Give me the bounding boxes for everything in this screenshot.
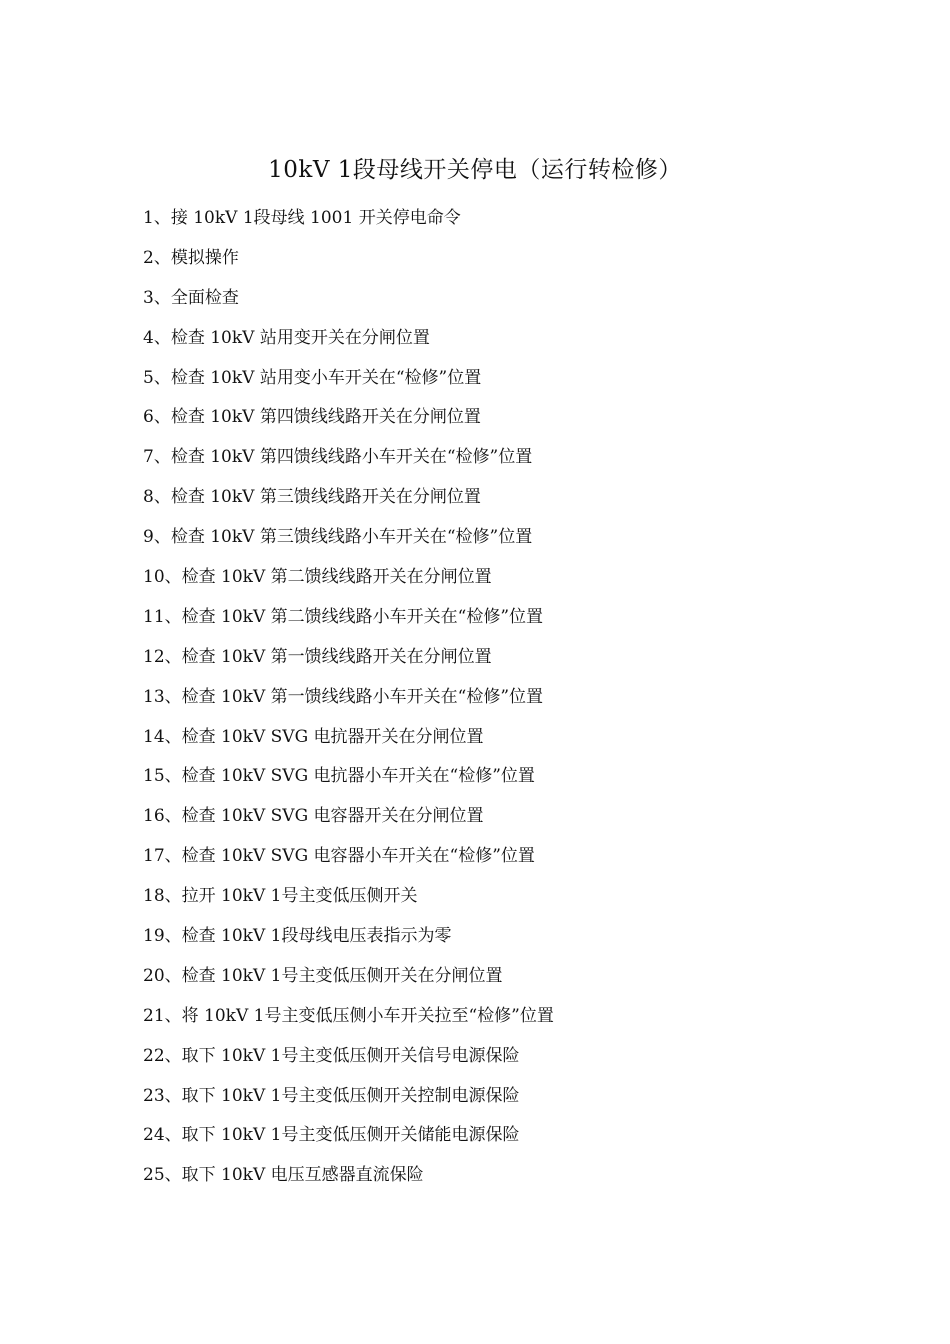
procedure-step: 24、取下 10kV 1号主变低压侧开关储能电源保险 (143, 1125, 520, 1146)
document-title: 10kV 1段母线开关停电（运行转检修） (268, 157, 682, 183)
procedure-step: 5、检查 10kV 站用变小车开关在“检修”位置 (143, 367, 482, 388)
procedure-step: 2、模拟操作 (143, 247, 239, 268)
procedure-step: 15、检查 10kV SVG 电抗器小车开关在“检修”位置 (143, 766, 535, 787)
procedure-step: 6、检查 10kV 第四馈线线路开关在分闸位置 (143, 407, 481, 428)
procedure-step: 21、将 10kV 1号主变低压侧小车开关拉至“检修”位置 (143, 1005, 554, 1026)
procedure-step: 17、检查 10kV SVG 电容器小车开关在“检修”位置 (143, 846, 535, 867)
procedure-step: 22、取下 10kV 1号主变低压侧开关信号电源保险 (143, 1045, 520, 1066)
procedure-step: 10、检查 10kV 第二馈线线路开关在分闸位置 (143, 567, 492, 588)
procedure-step: 1、接 10kV 1段母线 1001 开关停电命令 (143, 208, 461, 228)
procedure-step: 13、检查 10kV 第一馈线线路小车开关在“检修”位置 (143, 686, 544, 707)
procedure-step: 4、检查 10kV 站用变开关在分闸位置 (143, 327, 430, 348)
procedure-step: 18、拉开 10kV 1号主变低压侧开关 (143, 886, 418, 907)
procedure-step: 25、取下 10kV 电压互感器直流保险 (143, 1165, 424, 1186)
procedure-step: 19、检查 10kV 1段母线电压表指示为零 (143, 926, 452, 947)
procedure-step-list (143, 203, 554, 1200)
procedure-step: 14、检查 10kV SVG 电抗器开关在分闸位置 (143, 726, 484, 747)
procedure-step: 11、检查 10kV 第二馈线线路小车开关在“检修”位置 (143, 606, 544, 627)
procedure-step: 16、检查 10kV SVG 电容器开关在分闸位置 (143, 806, 484, 827)
procedure-step: 20、检查 10kV 1号主变低压侧开关在分闸位置 (143, 965, 503, 986)
procedure-step: 9、检查 10kV 第三馈线线路小车开关在“检修”位置 (143, 527, 533, 548)
procedure-step: 12、检查 10kV 第一馈线线路开关在分闸位置 (143, 646, 492, 667)
procedure-step: 7、检查 10kV 第四馈线线路小车开关在“检修”位置 (143, 447, 533, 468)
procedure-step: 3、全面检查 (143, 287, 239, 308)
procedure-step: 8、检查 10kV 第三馈线线路开关在分闸位置 (143, 487, 481, 508)
procedure-step: 23、取下 10kV 1号主变低压侧开关控制电源保险 (143, 1085, 520, 1106)
